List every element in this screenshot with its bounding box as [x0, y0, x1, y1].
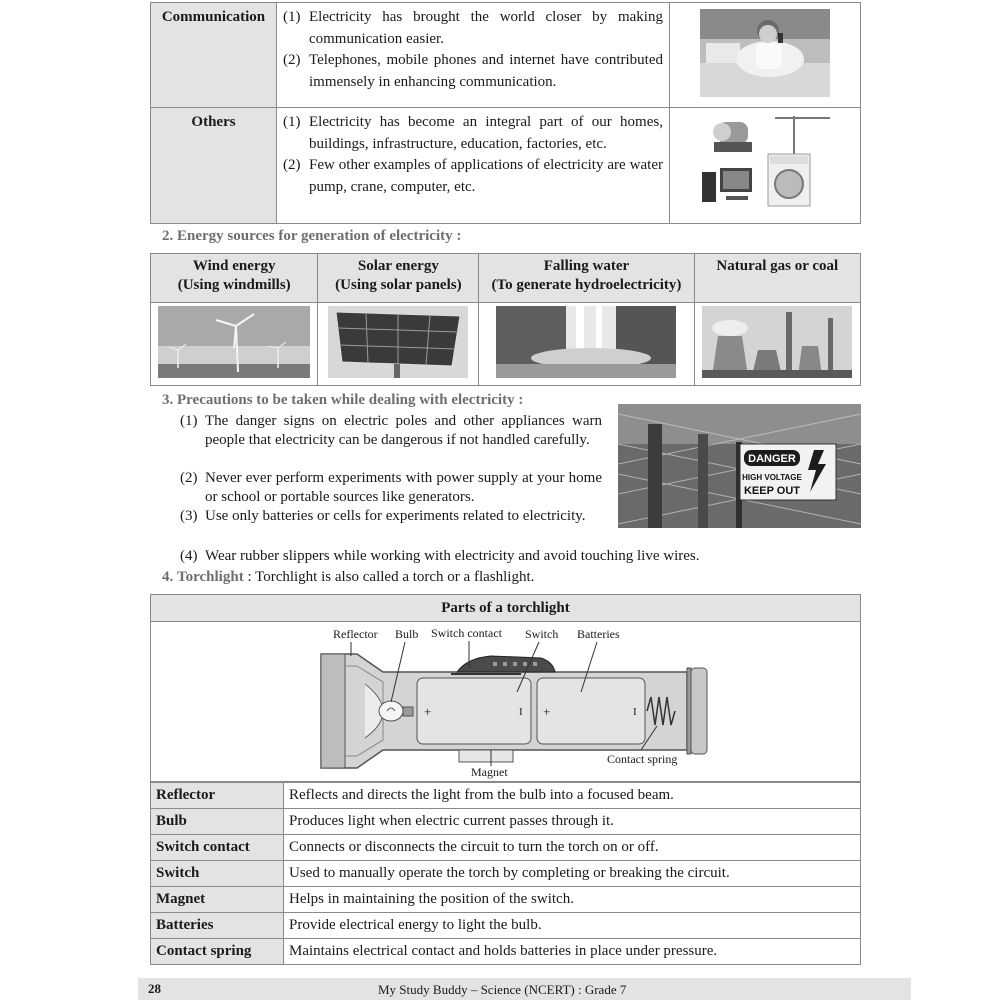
section-number: 3.	[162, 392, 174, 408]
section-3-heading	[162, 392, 523, 409]
table-row	[151, 809, 861, 835]
part-name: Switch	[151, 861, 284, 887]
list-item	[283, 155, 663, 198]
column-subtitle: (Using windmills)	[177, 277, 291, 293]
battery-1-plus: +	[424, 704, 432, 719]
sign-danger-text: DANGER	[748, 453, 796, 465]
item-number: (1)	[282, 9, 301, 25]
part-description: Connects or disconnects the circuit to turn the torch on or off.	[284, 835, 861, 861]
part-description: Maintains electrical contact and holds batteries in place under pressure.	[284, 939, 861, 965]
column-subtitle: (Using solar panels)	[335, 277, 462, 293]
footer-title: My Study Buddy – Science (NCERT) : Grade 7	[378, 982, 627, 997]
item-number: (1)	[180, 413, 198, 429]
part-name: Switch contact	[151, 835, 284, 861]
image-cell	[318, 303, 479, 386]
part-description: Used to manually operate the torch by completing or breaking the circuit.	[284, 861, 861, 887]
windmills-photo	[158, 306, 310, 378]
label-switch: Switch	[525, 627, 559, 641]
sign-keep-out-text: KEEP OUT	[743, 485, 801, 497]
part-name: Bulb	[151, 809, 284, 835]
torch-heading: Parts of a torchlight	[151, 595, 860, 622]
description-cell	[276, 3, 669, 108]
item-text: Electricity has brought the world closer by making communication easier.	[308, 9, 663, 47]
magnet-shape	[459, 750, 513, 762]
category-label: Others	[191, 114, 236, 130]
applications-table	[150, 2, 861, 224]
column-title: Solar energy	[357, 258, 439, 274]
column-title: Wind energy	[192, 258, 276, 274]
part-name: Contact spring	[151, 939, 284, 965]
section-4-line	[162, 569, 534, 586]
image-cell	[669, 3, 860, 108]
section-title: Precautions to be taken while dealing with electricity :	[177, 392, 524, 408]
table-row	[151, 913, 861, 939]
label-magnet: Magnet	[471, 765, 508, 779]
image-cell	[669, 108, 860, 224]
list-item	[283, 7, 663, 50]
section-number: 4.	[162, 569, 174, 585]
list-item	[283, 112, 663, 155]
table-row	[151, 835, 861, 861]
table-row	[151, 887, 861, 913]
danger-sign-photo	[618, 404, 861, 528]
part-description: Reflects and directs the light from the bulb into a focused beam.	[284, 783, 861, 809]
table-row	[151, 939, 861, 965]
battery-1-minus: I	[519, 706, 523, 718]
waterfall-photo	[496, 306, 676, 378]
battery-1	[417, 678, 531, 744]
category-cell	[151, 3, 277, 108]
energy-sources-table	[150, 253, 861, 386]
part-description: Produces light when electric current passes through it.	[284, 809, 861, 835]
section-number: 2.	[162, 228, 174, 244]
item-text: Few other examples of applications of electricity are water pump, crane, computer, etc.	[308, 157, 663, 195]
item-text: Never ever perform experiments with power supply at your home or school or portable sources like generators.	[205, 470, 602, 505]
label-switch-contact: Switch contact	[431, 626, 502, 640]
section-title: Torchlight	[177, 569, 244, 585]
description-cell	[276, 108, 669, 224]
column-header	[694, 254, 860, 303]
part-name: Reflector	[151, 783, 284, 809]
column-header	[151, 254, 318, 303]
sign-high-voltage-text: HIGH VOLTAGE	[742, 473, 802, 482]
table-row	[151, 783, 861, 809]
category-cell	[151, 108, 277, 224]
section-2-heading	[162, 228, 461, 245]
table-header-row	[151, 254, 861, 303]
label-reflector: Reflector	[333, 627, 378, 641]
column-title: Natural gas or coal	[716, 258, 839, 274]
category-label: Communication	[161, 9, 266, 25]
item-number: (2)	[282, 157, 301, 173]
bulb-shape	[379, 701, 403, 721]
list-item	[283, 50, 663, 93]
item-number: (2)	[282, 52, 301, 68]
battery-2-plus: +	[543, 704, 551, 719]
item-text: Telephones, mobile phones and internet have contributed immensely in enhancing communication.	[308, 52, 663, 90]
solar-panel-photo	[328, 306, 468, 378]
image-cell	[694, 303, 860, 386]
battery-2	[537, 678, 645, 744]
label-batteries: Batteries	[577, 627, 620, 641]
item-number: (1)	[282, 114, 301, 130]
column-title: Falling water	[543, 258, 630, 274]
torch-diagram-box	[150, 594, 861, 782]
image-cell	[151, 303, 318, 386]
label-bulb: Bulb	[395, 627, 419, 641]
battery-2-minus: I	[633, 706, 637, 718]
column-header	[318, 254, 479, 303]
part-description: Helps in maintaining the position of the switch.	[284, 887, 861, 913]
section-title: Energy sources for generation of electricity :	[177, 228, 462, 244]
table-row	[151, 861, 861, 887]
torch-parts-table	[150, 782, 861, 965]
table-row	[151, 3, 861, 108]
power-plant-photo	[702, 306, 852, 378]
item-text: Wear rubber slippers while working with electricity and avoid touching live wires.	[205, 548, 700, 564]
page-footer	[138, 978, 911, 1000]
part-name: Batteries	[151, 913, 284, 939]
person-on-phone-photo	[670, 3, 860, 102]
table-row	[151, 303, 861, 386]
item-number: (3)	[180, 508, 198, 524]
torchlight-diagram	[151, 622, 860, 782]
item-number: (2)	[180, 470, 198, 486]
table-row	[151, 108, 861, 224]
label-contact-spring: Contact spring	[607, 752, 678, 766]
item-text: Electricity has become an integral part of our homes, buildings, infrastructure, education, factories, etc.	[308, 114, 663, 152]
image-cell	[479, 303, 694, 386]
item-text: The danger signs on electric poles and other appliances warn people that electricity can be dangerous if not handled carefully.	[205, 413, 602, 448]
section-text: : Torchlight is also called a torch or a flashlight.	[247, 569, 535, 585]
page-number: 28	[148, 981, 161, 996]
part-name: Magnet	[151, 887, 284, 913]
column-subtitle: (To generate hydroelectricity)	[491, 277, 682, 293]
column-header	[479, 254, 694, 303]
item-text: Use only batteries or cells for experiments related to electricity.	[205, 508, 586, 524]
appliances-photo	[670, 108, 860, 218]
part-description: Provide electrical energy to light the bulb.	[284, 913, 861, 939]
item-number: (4)	[180, 548, 198, 564]
